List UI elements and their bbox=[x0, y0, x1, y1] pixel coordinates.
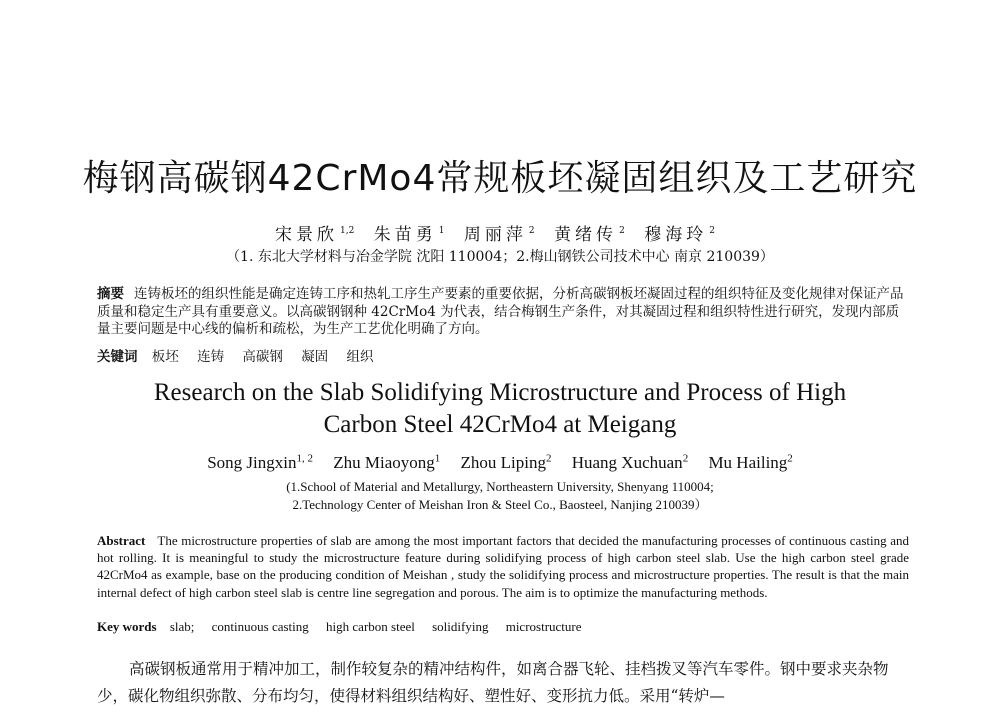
author-affiliation-mark: 2 bbox=[682, 452, 689, 464]
author-name: 周丽萍 bbox=[463, 225, 527, 245]
author-affiliation-mark: 2 bbox=[787, 452, 793, 464]
chinese-keywords bbox=[97, 345, 909, 365]
author-affiliation-mark: 1 bbox=[438, 226, 445, 237]
author-name: Zhou Liping bbox=[460, 452, 546, 472]
author-affiliation-mark: 2 bbox=[528, 226, 535, 237]
english-abstract bbox=[97, 532, 909, 601]
author-affiliation-mark: 1 bbox=[434, 452, 441, 464]
author-name: 穆海玲 bbox=[644, 225, 708, 245]
keyword: 连铸 bbox=[197, 349, 225, 365]
keyword: microstructure bbox=[505, 619, 582, 634]
keyword: 凝固 bbox=[301, 349, 329, 365]
abstract-text: The microstructure properties of slab are among the most important factors that decided the manufacturing processes of continuous casting and hot rolling. It is meaningful to study the microstructure feature during solidifying process of high carbon steel slab. Use the high carbon steel grade 42CrMo4 as example, base on the producing condition of Meishan , study the solidifying process and microstructure properties. The result is that the main internal defect of high carbon steel slab is centre line segregation and porous. The aim is to optimize the manufacturing methods. bbox=[97, 533, 909, 600]
chinese-abstract bbox=[97, 286, 909, 339]
keyword: slab; bbox=[169, 619, 195, 634]
keyword: continuous casting bbox=[211, 619, 309, 634]
keywords-label: Key words bbox=[97, 619, 157, 634]
author-name: Song Jingxin bbox=[207, 452, 297, 472]
author-affiliation-mark: 1, 2 bbox=[296, 452, 313, 464]
abstract-label: Abstract bbox=[97, 533, 146, 548]
english-affiliation-line: (1.School of Material and Metallurgy, Northeastern University, Shenyang 110004; bbox=[286, 479, 714, 494]
chinese-authors bbox=[0, 220, 1000, 245]
author-name: Mu Hailing bbox=[708, 452, 788, 472]
english-keywords bbox=[97, 619, 909, 635]
author-name: Zhu Miaoyong bbox=[333, 452, 435, 472]
english-title-line: Carbon Steel 42CrMo4 at Meigang bbox=[323, 411, 677, 438]
author-name: 宋景欣 bbox=[275, 225, 339, 245]
author-name: 黄绪传 bbox=[554, 225, 618, 245]
author-name: Huang Xuchuan bbox=[571, 452, 683, 472]
keyword: solidifying bbox=[432, 619, 489, 634]
keyword: 高碳钢 bbox=[242, 349, 283, 365]
keyword: high carbon steel bbox=[326, 619, 415, 634]
author-affiliation-mark: 2 bbox=[619, 226, 625, 237]
keyword: 组织 bbox=[346, 349, 374, 365]
chinese-title: 梅钢高碳钢42CrMo4常规板坯凝固组织及工艺研究 bbox=[82, 158, 918, 199]
author-affiliation-mark: 2 bbox=[545, 452, 552, 464]
author-affiliation-mark: 1,2 bbox=[340, 226, 355, 237]
body-paragraph: 高碳钢板通常用于精冲加工，制作较复杂的精冲结构件，如离合器飞轮、挂档拨叉等汽车零件。钢中要求夹杂物少，碳化物组织弥散、分布均匀，使得材料组织结构好、塑性好、变形抗力低。采用“转炉— bbox=[97, 660, 889, 705]
english-title-line: Research on the Slab Solidifying Microstructure and Process of High bbox=[153, 379, 847, 406]
abstract-text: 连铸板坯的组织性能是确定连铸工序和热轧工序生产要素的重要依据，分析高碳钢板坯凝固过程的组织特征及变化规律对保证产品质量和稳定生产具有重要意义。以高碳钢钢种 42CrMo4 为代表，结合梅钢生产条件，对其凝固过程和组织特性进行研究，发现内部质量主要问题是中心线的偏析和疏松，为生产工艺优化明确了方向。 bbox=[97, 286, 904, 337]
english-affiliation-line: 2.Technology Center of Meishan Iron & Steel Co., Baosteel, Nanjing 210039） bbox=[292, 497, 708, 512]
abstract-label: 摘要 bbox=[97, 286, 124, 302]
keyword: 板坯 bbox=[151, 349, 179, 365]
author-affiliation-mark: 2 bbox=[709, 226, 715, 237]
chinese-affiliation: （1. 东北大学材料与冶金学院 沈阳 110004；2.梅山钢铁公司技术中心 南京 210039） bbox=[226, 249, 774, 265]
english-title bbox=[0, 377, 1000, 441]
keywords-label: 关键词 bbox=[97, 349, 138, 365]
author-name: 朱苗勇 bbox=[373, 225, 437, 245]
english-authors bbox=[0, 452, 1000, 473]
english-affiliation bbox=[0, 478, 1000, 514]
